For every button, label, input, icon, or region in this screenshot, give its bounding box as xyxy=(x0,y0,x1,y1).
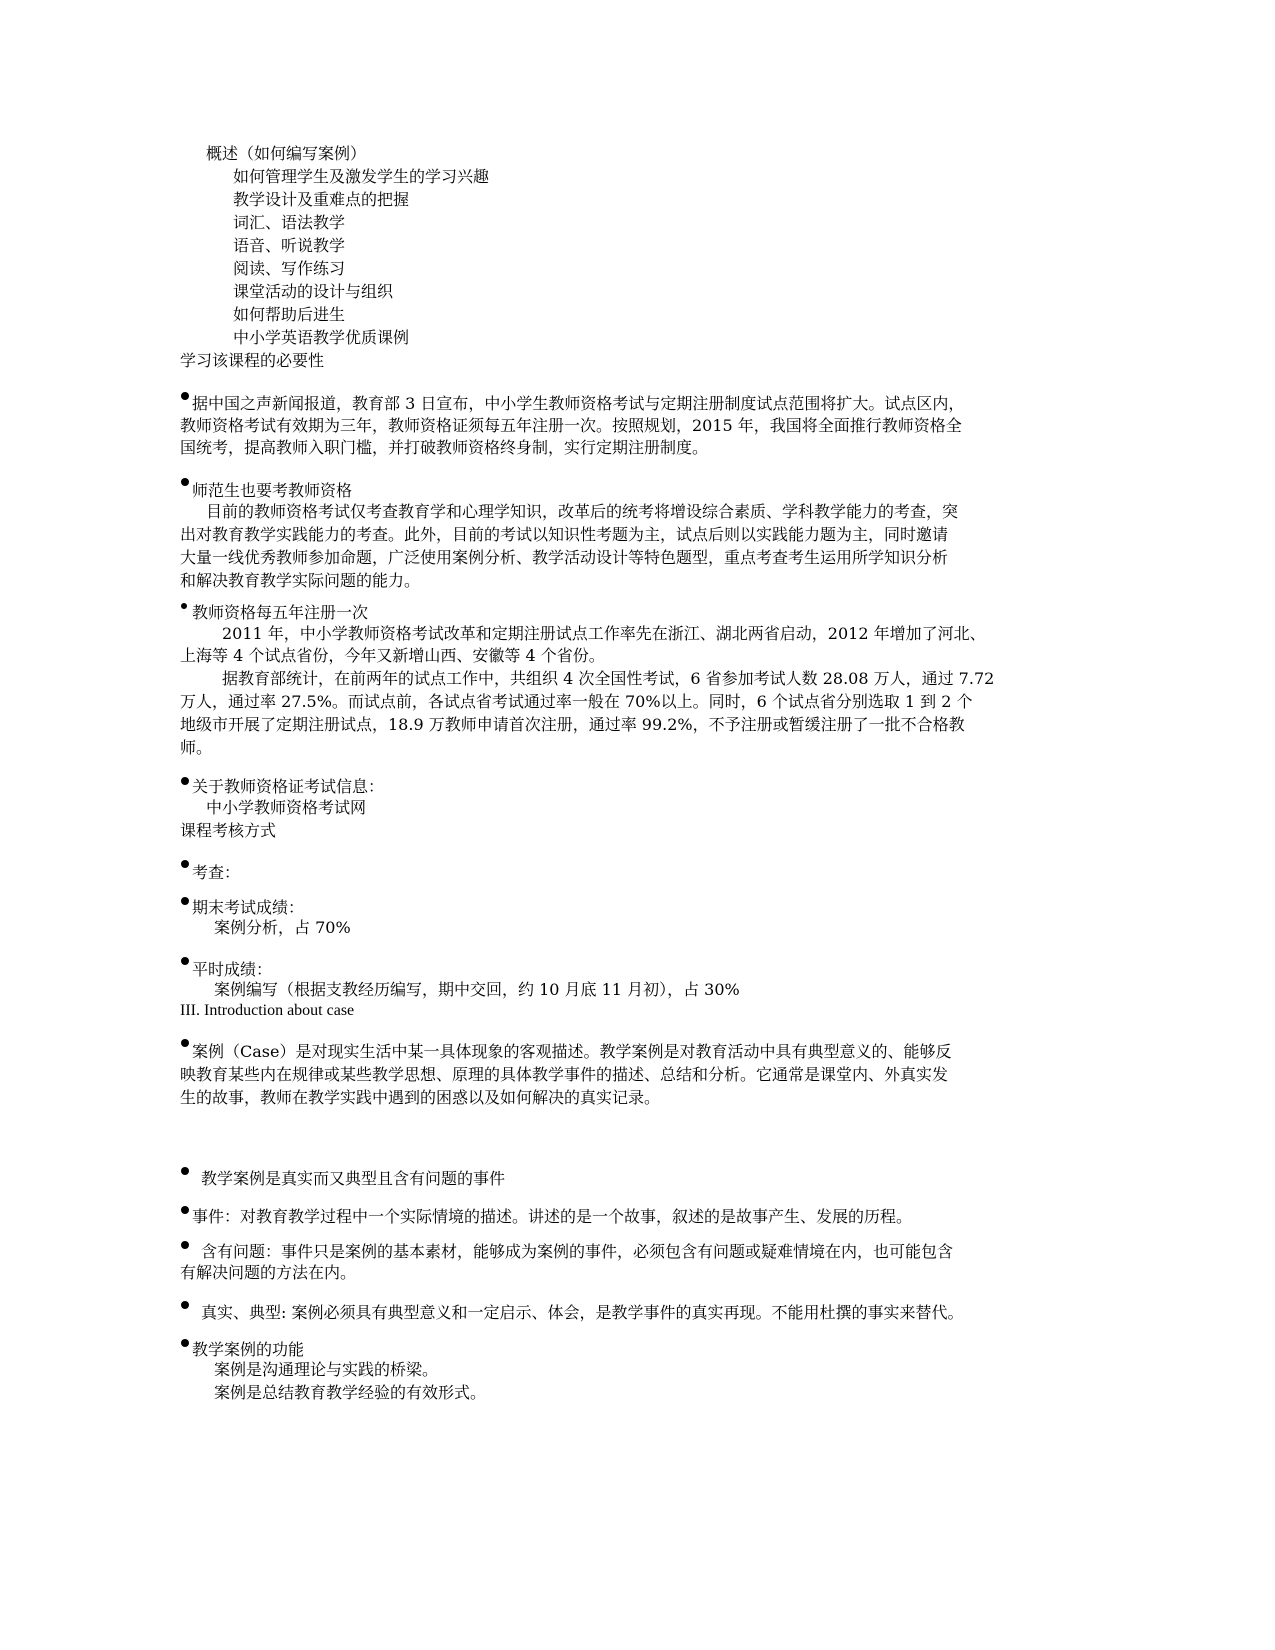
final-exam-detail: 案例分析，占 70% xyxy=(214,918,351,937)
body-line: 目前的教师资格考试仅考查教育学和心理学知识，改革后的统考将增设综合素质、学科教学能力的考查，突 xyxy=(206,502,959,521)
bullet-icon xyxy=(181,897,189,905)
news-line: 国统考，提高教师入职门槛，并打破教师资格终身制，实行定期注册制度。 xyxy=(180,438,709,457)
toc-item: 如何管理学生及激发学生的学习兴趣 xyxy=(233,167,490,186)
assessment-check: 考查： xyxy=(192,863,241,882)
body-line: 师。 xyxy=(180,738,213,757)
bullet-icon xyxy=(181,777,189,785)
body-line: 据教育部统计，在前两年的试点工作中，共组织 4 次全国性考试，6 省参加考试人数 28.08 万人，通过 7.72 xyxy=(222,669,995,688)
toc-item: 词汇、语法教学 xyxy=(233,213,346,232)
function-title: 教学案例的功能 xyxy=(192,1340,305,1359)
final-exam-title: 期末考试成绩： xyxy=(192,898,305,917)
bullet-icon xyxy=(181,1339,189,1347)
function-item: 案例是总结教育教学经验的有效形式。 xyxy=(214,1383,487,1402)
bullet-icon xyxy=(181,1206,189,1214)
exam-website-link: 中小学教师资格考试网 xyxy=(206,798,367,817)
regular-grade-title: 平时成绩： xyxy=(192,960,273,979)
body-line: 万人，通过率 27.5%。而试点前，各试点省考试通过率一般在 70%以上。同时，6 个试点省分别选取 1 到 2 个 xyxy=(180,692,973,711)
toc-item: 语音、听说教学 xyxy=(233,236,346,255)
section-title-intro: III. Introduction about case xyxy=(180,1002,355,1019)
real-event-line: 教学案例是真实而又典型且含有问题的事件 xyxy=(201,1169,506,1188)
bullet-icon xyxy=(181,1167,189,1175)
section-title-assessment: 课程考核方式 xyxy=(180,821,277,840)
problem-line: 有解决问题的方法在内。 xyxy=(180,1263,357,1282)
section-title-necessity: 学习该课程的必要性 xyxy=(180,351,325,370)
event-line: 事件：对教育教学过程中一个实际情境的描述。讲述的是一个故事，叙述的是故事产生、发展的历程。 xyxy=(192,1207,913,1226)
toc-item: 教学设计及重难点的把握 xyxy=(233,190,410,209)
bullet-icon xyxy=(181,957,189,965)
toc-item: 阅读、写作练习 xyxy=(233,259,346,278)
function-item: 案例是沟通理论与实践的桥梁。 xyxy=(214,1360,439,1379)
bullet-icon xyxy=(181,1241,189,1249)
body-line: 上海等 4 个试点省份，今年又新增山西、安徽等 4 个省份。 xyxy=(180,646,605,665)
toc-item: 中小学英语教学优质课例 xyxy=(233,328,410,347)
subsection-title: 师范生也要考教师资格 xyxy=(192,481,353,500)
bullet-icon xyxy=(181,1301,189,1309)
news-line: 教师资格考试有效期为三年，教师资格证须每五年注册一次。按照规划，2015 年，我国将全面推行教师资格全 xyxy=(180,416,962,435)
body-line: 2011 年，中小学教师资格考试改革和定期注册试点工作率先在浙江、湖北两省启动，2012 年增加了河北、 xyxy=(222,624,986,643)
subsection-title: 教师资格每五年注册一次 xyxy=(192,603,369,622)
news-line: 据中国之声新闻报道，教育部 3 日宣布，中小学生教师资格考试与定期注册制度试点范围将扩大。试点区内， xyxy=(192,394,965,413)
typical-line: 真实、典型: 案例必须具有典型意义和一定启示、体会，是教学事件的真实再现。不能用杜撰的事实来替代。 xyxy=(201,1303,964,1322)
bullet-icon xyxy=(181,860,189,868)
toc-heading: 概述（如何编写案例） xyxy=(206,144,367,163)
body-line: 地级市开展了定期注册试点，18.9 万教师申请首次注册，通过率 99.2%，不予注册或暂缓注册了一批不合格教 xyxy=(180,715,965,734)
definition-line: 映教育某些内在规律或某些教学思想、原理的具体教学事件的描述、总结和分析。它通常是课堂内、外真实发 xyxy=(180,1065,949,1084)
regular-grade-detail: 案例编写（根据支教经历编写，期中交回，约 10 月底 11 月初），占 30% xyxy=(214,980,740,999)
toc-item: 如何帮助后进生 xyxy=(233,305,346,324)
problem-line: 含有问题：事件只是案例的基本素材，能够成为案例的事件，必须包含有问题或疑难情境在内，也可能包含 xyxy=(201,1242,954,1261)
bullet-icon xyxy=(181,1039,189,1047)
body-line: 大量一线优秀教师参加命题，广泛使用案例分析、教学活动设计等特色题型，重点考查考生运用所学知识分析 xyxy=(180,548,949,567)
bullet-icon xyxy=(181,478,189,486)
definition-line: 生的故事，教师在教学实践中遇到的困惑以及如何解决的真实记录。 xyxy=(180,1088,661,1107)
body-line: 和解决教育教学实际问题的能力。 xyxy=(180,571,421,590)
body-line: 出对教育教学实践能力的考查。此外，目前的考试以知识性考题为主，试点后则以实践能力题为主，同时邀请 xyxy=(180,525,949,544)
definition-line: 案例（Case）是对现实生活中某一具体现象的客观描述。教学案例是对教育活动中具有典型意义的、能够反 xyxy=(192,1042,952,1061)
bullet-icon xyxy=(181,392,189,400)
subsection-title: 关于教师资格证考试信息： xyxy=(192,777,385,796)
toc-item: 课堂活动的设计与组织 xyxy=(233,282,394,301)
bullet-icon xyxy=(181,603,187,609)
